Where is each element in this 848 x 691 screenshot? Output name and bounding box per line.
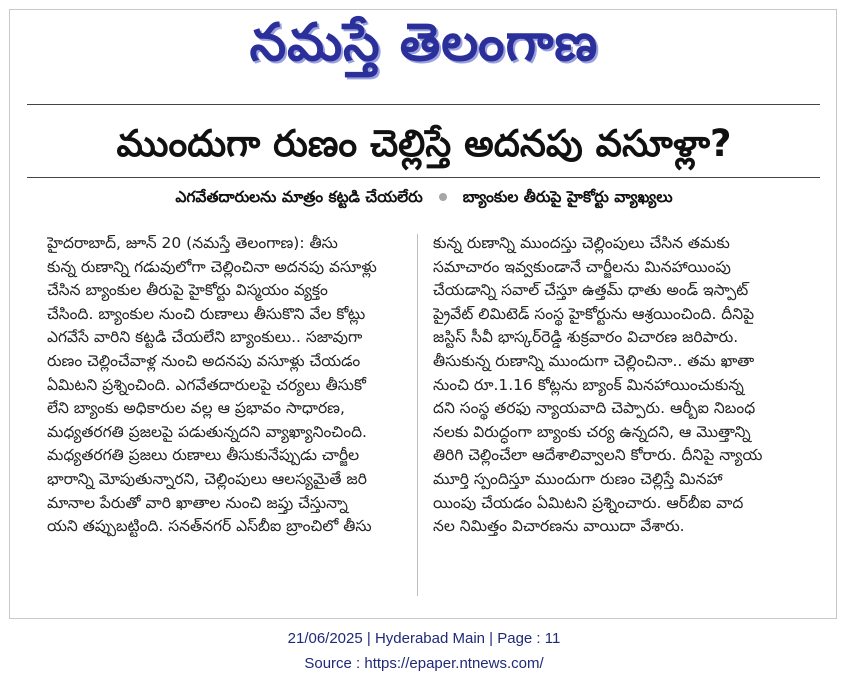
article-line: మధ్యతరగతి ప్రజలు రుణాలు తీసుకునేప్పుడు చార్జీల	[47, 446, 360, 465]
article-line: యని తప్పుబట్టింది. సనత్‌నగర్ ఎస్‌బీఐ బ్రాంచిలో తీసు	[47, 517, 372, 536]
article-line: కున్న రుణాన్ని ముందస్తు చెల్లింపులు చేసిన తమకు	[433, 234, 730, 252]
article-subhead	[0, 185, 848, 209]
article-line: ఏమిటని ప్రశ్నించింది. ఎగవేతదారులపై చర్యలు తీసుకో	[47, 375, 366, 394]
article-line: మధ్యతరగతి ప్రజలపై పడుతున్నదని వ్యాఖ్యానించింది.	[47, 422, 367, 441]
article-line: జస్టిస్ సీవీ భాస్కర్‌రెడ్డి శుక్రవారం విచారణ జరిపారు.	[433, 328, 739, 347]
column-divider	[417, 234, 418, 596]
article-column-right	[433, 232, 813, 539]
newspaper-masthead: నమస్తే తెలంగాణ	[249, 13, 599, 73]
article-line: లేని బ్యాంకు అధికారుల వల్ల ఆ ప్రభావం సాధారణ,	[47, 399, 345, 418]
article-line: సమాచారం ఇవ్వకుండానే చార్జీలను మినహాయింపు	[433, 257, 731, 276]
article-headline: ముందుగా రుణం చెల్లిస్తే అదనపు వసూళ్లా?	[116, 122, 732, 165]
article-line: హైదరాబాద్, జూన్ 20 (నమస్తే తెలంగాణ): తీసు	[47, 234, 338, 252]
article-line: రుణం చెల్లించేవాళ్ల నుంచి అదనపు వసూళ్లు చేయడం	[47, 351, 361, 370]
bullet-dot-icon	[439, 193, 447, 201]
subhead-left: ఎగవేతదారులను మాత్రం కట్టడి చేయలేరు	[175, 188, 423, 206]
footer-dateline: 21/06/2025 | Hyderabad Main | Page : 11	[287, 630, 561, 647]
article-line: నుంచి రూ.1.16 కోట్లను బ్యాంక్ మినహాయించుకున్న	[433, 375, 744, 394]
article-line: తిరిగి చెల్లించేలా ఆదేశాలివ్వాలని కోరారు. దీనిపై న్యాయ	[433, 446, 763, 465]
article-line: చేసిన బ్యాంకుల తీరుపై హైకోర్టు విస్మయం వ్యక్తం	[47, 281, 328, 300]
article-line: భారాన్ని మోపుతున్నారని, చెల్లింపులు ఆలస్యమైతే జరి	[47, 469, 367, 488]
article-line: కున్న రుణాన్ని గడువులోగా చెల్లించినా అదనపు వసూళ్లు	[47, 257, 377, 276]
article-line: నల నిమిత్తం విచారణను వాయిదా వేశారు.	[433, 517, 685, 536]
headline-rule	[27, 177, 820, 178]
article-line: తీసుకున్న రుణాన్ని ముందుగా చెల్లించినా.. తమ ఖాతా	[433, 351, 755, 370]
article-line: నలకు విరుద్ధంగా బ్యాంకు చర్య ఉన్నదని, ఆ మొత్తాన్ని	[433, 422, 751, 441]
article-column-left	[47, 232, 427, 539]
article-line: చేయడాన్ని సవాల్ చేస్తూ ఉత్తమ్ ధాతు అండ్ ఇస్పాట్	[433, 281, 749, 300]
article-line: చేసింది. బ్యాంకుల నుంచి రుణాలు తీసుకొని వేల కోట్లు	[47, 304, 366, 323]
subhead-right: బ్యాంకుల తీరుపై హైకోర్టు వ్యాఖ్యలు	[462, 188, 673, 206]
article-line: యింపు చేయడం ఏమిటని ప్రశ్నించారు. ఆర్‌బీఐ వాద	[433, 493, 744, 512]
article-line: మూర్తి స్పందిస్తూ ముందుగా రుణం చెల్లిస్తే మినహా	[433, 469, 723, 488]
article-line: దని సంస్థ తరఫు న్యాయవాది చెప్పారు. ఆర్బీఐ నిబంధ	[433, 399, 756, 418]
article-line: ప్రైవేట్ లిమిటెడ్ సంస్థ హైకోర్టును ఆశ్రయించింది. దీనిపై	[433, 304, 755, 323]
article-line: మానాల పేరుతో వారి ఖాతాల నుంచి జప్తు చేస్తున్నా	[47, 493, 348, 512]
masthead-rule	[27, 104, 820, 105]
article-line: ఎగవేసే వారిని కట్టడి చేయలేని బ్యాంకులు.. సజావుగా	[47, 328, 363, 347]
footer-source-link[interactable]: Source : https://epaper.ntnews.com/	[304, 655, 544, 672]
